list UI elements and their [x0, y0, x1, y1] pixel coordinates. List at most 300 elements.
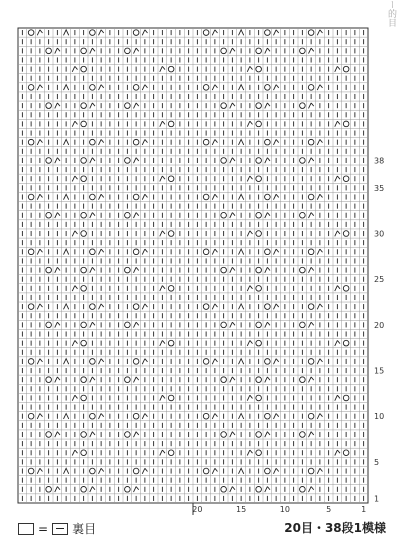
yarn-over-mark — [300, 432, 306, 438]
decrease-mark — [335, 340, 340, 345]
row-number-label: 20 — [374, 320, 385, 330]
yarn-over-mark — [300, 158, 306, 164]
row-number-label: 38 — [374, 156, 385, 166]
row-number-label: 30 — [374, 229, 385, 239]
yarn-over-mark — [81, 267, 87, 273]
decrease-mark — [230, 158, 235, 163]
yarn-over-mark — [46, 432, 52, 438]
yarn-over-mark — [133, 194, 139, 200]
decrease-mark — [55, 377, 60, 382]
yarn-over-mark — [308, 359, 314, 365]
yarn-over-mark — [300, 377, 306, 383]
row-number-label: 25 — [374, 275, 385, 285]
yarn-over-mark — [133, 413, 139, 419]
decrease-mark — [230, 267, 235, 272]
yarn-over-mark — [168, 121, 174, 127]
decrease-mark — [212, 85, 217, 90]
legend-purl-label: 裏目 — [72, 522, 97, 536]
yarn-over-mark — [90, 30, 96, 36]
yarn-over-mark — [90, 85, 96, 91]
yarn-over-mark — [90, 359, 96, 365]
yarn-over-mark — [256, 377, 262, 383]
yarn-over-mark — [125, 377, 131, 383]
double-decrease-mark — [64, 85, 69, 90]
decrease-mark — [99, 359, 104, 364]
yarn-over-mark — [168, 450, 174, 456]
yarn-over-mark — [46, 103, 52, 109]
yarn-over-mark — [221, 377, 227, 383]
decrease-mark — [317, 413, 322, 418]
yarn-over-mark — [203, 85, 209, 91]
yarn-over-mark — [343, 286, 349, 292]
yarn-over-mark — [203, 194, 209, 200]
yarn-over-mark — [81, 432, 87, 438]
decrease-mark — [72, 66, 77, 71]
yarn-over-mark — [265, 139, 271, 145]
decrease-mark — [274, 30, 279, 35]
decrease-mark — [134, 267, 139, 272]
yarn-over-mark — [343, 340, 349, 346]
decrease-mark — [265, 377, 270, 382]
yarn-over-mark — [81, 121, 87, 127]
decrease-mark — [55, 158, 60, 163]
decrease-mark — [309, 322, 314, 327]
decrease-mark — [55, 267, 60, 272]
yarn-over-mark — [133, 304, 139, 310]
decrease-mark — [317, 468, 322, 473]
decrease-mark — [309, 48, 314, 53]
yarn-over-mark — [221, 322, 227, 328]
decrease-mark — [142, 359, 147, 364]
yarn-over-mark — [46, 48, 52, 54]
decrease-mark — [55, 322, 60, 327]
yarn-over-mark — [221, 432, 227, 438]
decrease-mark — [230, 48, 235, 53]
decrease-mark — [72, 340, 77, 345]
double-decrease-mark — [239, 85, 244, 90]
decrease-mark — [247, 176, 252, 181]
decrease-mark — [142, 304, 147, 309]
decrease-mark — [72, 231, 77, 236]
decrease-mark — [265, 487, 270, 492]
yarn-over-mark — [308, 30, 314, 36]
column-number-label: 5 — [326, 505, 332, 514]
yarn-over-mark — [28, 413, 34, 419]
yarn-over-mark — [203, 304, 209, 310]
yarn-over-mark — [203, 468, 209, 474]
decrease-mark — [309, 103, 314, 108]
decrease-mark — [142, 194, 147, 199]
yarn-over-mark — [265, 304, 271, 310]
double-decrease-mark — [64, 30, 69, 35]
decrease-mark — [37, 468, 42, 473]
decrease-mark — [72, 121, 77, 126]
decrease-mark — [309, 487, 314, 492]
yarn-over-mark — [256, 486, 262, 492]
column-number-label: 20 — [192, 505, 203, 514]
decrease-mark — [99, 304, 104, 309]
decrease-mark — [265, 432, 270, 437]
decrease-mark — [55, 213, 60, 218]
yarn-over-mark — [125, 322, 131, 328]
decrease-mark — [72, 286, 77, 291]
row-number-label: 15 — [374, 366, 385, 376]
yarn-over-mark — [203, 30, 209, 36]
decrease-mark — [265, 48, 270, 53]
column-number-label: 10 — [279, 505, 290, 514]
yarn-over-mark — [168, 231, 174, 237]
decrease-mark — [142, 85, 147, 90]
decrease-mark — [134, 322, 139, 327]
decrease-mark — [90, 158, 95, 163]
yarn-over-mark — [81, 395, 87, 401]
decrease-mark — [309, 213, 314, 218]
decrease-mark — [335, 121, 340, 126]
double-decrease-mark — [64, 249, 69, 254]
double-decrease-mark — [64, 359, 69, 364]
yarn-over-mark — [221, 212, 227, 218]
row-number-label: 1 — [374, 494, 380, 504]
decrease-mark — [99, 194, 104, 199]
yarn-over-mark — [265, 194, 271, 200]
decrease-mark — [212, 30, 217, 35]
yarn-over-mark — [256, 322, 262, 328]
yarn-over-mark — [28, 30, 34, 36]
column-number-label: 1 — [361, 505, 367, 514]
decrease-mark — [230, 213, 235, 218]
double-decrease-mark — [239, 413, 244, 418]
yarn-over-mark — [81, 450, 87, 456]
decrease-mark — [55, 48, 60, 53]
yarn-over-mark — [265, 413, 271, 419]
yarn-over-mark — [265, 85, 271, 91]
yarn-over-mark — [221, 158, 227, 164]
yarn-over-mark — [256, 432, 262, 438]
decrease-mark — [37, 359, 42, 364]
yarn-over-mark — [256, 286, 262, 292]
yarn-over-mark — [308, 139, 314, 145]
yarn-over-mark — [343, 450, 349, 456]
legend-equals: = — [38, 521, 49, 536]
yarn-over-mark — [265, 468, 271, 474]
decrease-mark — [265, 158, 270, 163]
yarn-over-mark — [168, 286, 174, 292]
yarn-over-mark — [256, 176, 262, 182]
decrease-mark — [274, 413, 279, 418]
yarn-over-mark — [256, 450, 262, 456]
yarn-over-mark — [81, 48, 87, 54]
decrease-mark — [212, 413, 217, 418]
decrease-mark — [230, 487, 235, 492]
yarn-over-mark — [46, 486, 52, 492]
row-number-label: 5 — [374, 457, 380, 467]
yarn-over-mark — [168, 340, 174, 346]
decrease-mark — [212, 194, 217, 199]
yarn-over-mark — [81, 322, 87, 328]
decrease-mark — [99, 30, 104, 35]
decrease-mark — [72, 395, 77, 400]
yarn-over-mark — [308, 468, 314, 474]
yarn-over-mark — [46, 158, 52, 164]
double-decrease-mark — [64, 413, 69, 418]
yarn-over-mark — [300, 322, 306, 328]
decrease-mark — [335, 231, 340, 236]
yarn-over-mark — [308, 194, 314, 200]
decrease-mark — [247, 395, 252, 400]
yarn-over-mark — [300, 48, 306, 54]
yarn-over-mark — [125, 48, 131, 54]
yarn-over-mark — [28, 139, 34, 145]
yarn-over-mark — [28, 85, 34, 91]
yarn-over-mark — [81, 212, 87, 218]
yarn-over-mark — [81, 286, 87, 292]
decrease-mark — [212, 249, 217, 254]
decrease-mark — [317, 139, 322, 144]
row-number-label: 10 — [374, 412, 385, 422]
double-decrease-mark — [239, 30, 244, 35]
yarn-over-mark — [125, 486, 131, 492]
decrease-mark — [37, 304, 42, 309]
decrease-mark — [309, 377, 314, 382]
decrease-mark — [90, 267, 95, 272]
decrease-mark — [55, 487, 60, 492]
yarn-over-mark — [28, 304, 34, 310]
yarn-over-mark — [90, 249, 96, 255]
decrease-mark — [142, 413, 147, 418]
decrease-mark — [134, 213, 139, 218]
legend — [18, 520, 96, 537]
decrease-mark — [317, 249, 322, 254]
yarn-over-mark — [308, 413, 314, 419]
yarn-over-mark — [265, 30, 271, 36]
yarn-over-mark — [256, 267, 262, 273]
yarn-over-mark — [133, 359, 139, 365]
yarn-over-mark — [81, 103, 87, 109]
decrease-mark — [142, 30, 147, 35]
decrease-mark — [247, 66, 252, 71]
decrease-mark — [160, 286, 165, 291]
decrease-mark — [90, 103, 95, 108]
yarn-over-mark — [28, 359, 34, 365]
yarn-over-mark — [300, 212, 306, 218]
yarn-over-mark — [125, 432, 131, 438]
yarn-over-mark — [256, 395, 262, 401]
decrease-mark — [160, 395, 165, 400]
yarn-over-mark — [256, 48, 262, 54]
decrease-mark — [134, 48, 139, 53]
decrease-mark — [160, 176, 165, 181]
decrease-mark — [37, 139, 42, 144]
yarn-over-mark — [256, 158, 262, 164]
knit-symbol-icon — [18, 523, 34, 535]
yarn-over-mark — [81, 176, 87, 182]
yarn-over-mark — [256, 212, 262, 218]
yarn-over-mark — [28, 468, 34, 474]
decrease-mark — [99, 85, 104, 90]
decrease-mark — [317, 194, 322, 199]
double-decrease-mark — [239, 359, 244, 364]
decrease-mark — [212, 139, 217, 144]
decrease-mark — [212, 359, 217, 364]
decrease-mark — [160, 66, 165, 71]
decrease-mark — [317, 304, 322, 309]
decrease-mark — [90, 432, 95, 437]
decrease-mark — [309, 267, 314, 272]
double-decrease-mark — [239, 468, 244, 473]
yarn-over-mark — [308, 85, 314, 91]
decrease-mark — [247, 450, 252, 455]
yarn-over-mark — [343, 121, 349, 127]
yarn-over-mark — [343, 395, 349, 401]
yarn-over-mark — [81, 377, 87, 383]
decrease-mark — [335, 66, 340, 71]
decrease-mark — [274, 468, 279, 473]
decrease-mark — [265, 267, 270, 272]
decrease-mark — [317, 30, 322, 35]
double-decrease-mark — [64, 194, 69, 199]
decrease-mark — [160, 340, 165, 345]
yarn-over-mark — [308, 304, 314, 310]
decrease-mark — [335, 395, 340, 400]
yarn-over-mark — [133, 30, 139, 36]
double-decrease-mark — [239, 194, 244, 199]
decrease-mark — [99, 468, 104, 473]
decrease-mark — [335, 286, 340, 291]
yarn-over-mark — [46, 322, 52, 328]
decrease-mark — [142, 249, 147, 254]
yarn-over-mark — [203, 249, 209, 255]
decrease-mark — [134, 432, 139, 437]
decrease-mark — [134, 103, 139, 108]
yarn-over-mark — [133, 85, 139, 91]
decrease-mark — [309, 432, 314, 437]
yarn-over-mark — [81, 158, 87, 164]
yarn-over-mark — [28, 249, 34, 255]
decrease-mark — [90, 48, 95, 53]
decrease-mark — [72, 450, 77, 455]
decrease-mark — [265, 322, 270, 327]
yarn-over-mark — [90, 468, 96, 474]
yarn-over-mark — [343, 66, 349, 72]
yarn-over-mark — [343, 231, 349, 237]
decrease-mark — [265, 213, 270, 218]
decrease-mark — [90, 487, 95, 492]
decrease-mark — [212, 304, 217, 309]
decrease-mark — [274, 139, 279, 144]
yarn-over-mark — [265, 249, 271, 255]
yarn-over-mark — [90, 413, 96, 419]
decrease-mark — [247, 231, 252, 236]
yarn-over-mark — [133, 139, 139, 145]
decrease-mark — [37, 413, 42, 418]
decrease-mark — [160, 450, 165, 455]
decrease-mark — [274, 194, 279, 199]
decrease-mark — [274, 359, 279, 364]
decrease-mark — [134, 487, 139, 492]
edge-text: ー的目 — [386, 0, 396, 27]
double-decrease-mark — [64, 304, 69, 309]
yarn-over-mark — [300, 486, 306, 492]
yarn-over-mark — [256, 121, 262, 127]
yarn-over-mark — [46, 377, 52, 383]
decrease-mark — [212, 468, 217, 473]
decrease-mark — [37, 249, 42, 254]
chart-caption: 20目・38段1模様 — [284, 521, 386, 535]
decrease-mark — [72, 176, 77, 181]
yarn-over-mark — [168, 176, 174, 182]
decrease-mark — [274, 85, 279, 90]
yarn-over-mark — [125, 103, 131, 109]
decrease-mark — [317, 85, 322, 90]
decrease-mark — [160, 121, 165, 126]
decrease-mark — [99, 249, 104, 254]
yarn-over-mark — [125, 267, 131, 273]
yarn-over-mark — [28, 194, 34, 200]
yarn-over-mark — [221, 48, 227, 54]
decrease-mark — [309, 158, 314, 163]
yarn-over-mark — [203, 359, 209, 365]
decrease-mark — [55, 432, 60, 437]
decrease-mark — [274, 304, 279, 309]
decrease-mark — [247, 121, 252, 126]
yarn-over-mark — [300, 103, 306, 109]
yarn-over-mark — [90, 194, 96, 200]
yarn-over-mark — [90, 304, 96, 310]
decrease-mark — [99, 139, 104, 144]
yarn-over-mark — [221, 267, 227, 273]
column-number-label: 15 — [236, 505, 247, 514]
decrease-mark — [317, 359, 322, 364]
yarn-over-mark — [300, 267, 306, 273]
decrease-mark — [335, 176, 340, 181]
decrease-mark — [230, 432, 235, 437]
yarn-over-mark — [125, 158, 131, 164]
yarn-over-mark — [81, 340, 87, 346]
double-decrease-mark — [239, 304, 244, 309]
yarn-over-mark — [81, 66, 87, 72]
decrease-mark — [230, 377, 235, 382]
yarn-over-mark — [168, 395, 174, 401]
decrease-mark — [99, 413, 104, 418]
purl-symbol-icon — [52, 523, 68, 535]
decrease-mark — [37, 85, 42, 90]
row-number-label: 35 — [374, 183, 385, 193]
double-decrease-mark — [239, 139, 244, 144]
decrease-mark — [134, 158, 139, 163]
yarn-over-mark — [125, 212, 131, 218]
yarn-over-mark — [168, 66, 174, 72]
decrease-mark — [247, 286, 252, 291]
yarn-over-mark — [90, 139, 96, 145]
decrease-mark — [90, 322, 95, 327]
yarn-over-mark — [46, 212, 52, 218]
yarn-over-mark — [81, 486, 87, 492]
decrease-mark — [37, 30, 42, 35]
decrease-mark — [230, 103, 235, 108]
double-decrease-mark — [64, 468, 69, 473]
double-decrease-mark — [239, 249, 244, 254]
double-decrease-mark — [64, 139, 69, 144]
decrease-mark — [230, 322, 235, 327]
decrease-mark — [90, 377, 95, 382]
decrease-mark — [142, 468, 147, 473]
yarn-over-mark — [81, 231, 87, 237]
decrease-mark — [37, 194, 42, 199]
decrease-mark — [160, 231, 165, 236]
decrease-mark — [134, 377, 139, 382]
yarn-over-mark — [256, 231, 262, 237]
yarn-over-mark — [256, 66, 262, 72]
